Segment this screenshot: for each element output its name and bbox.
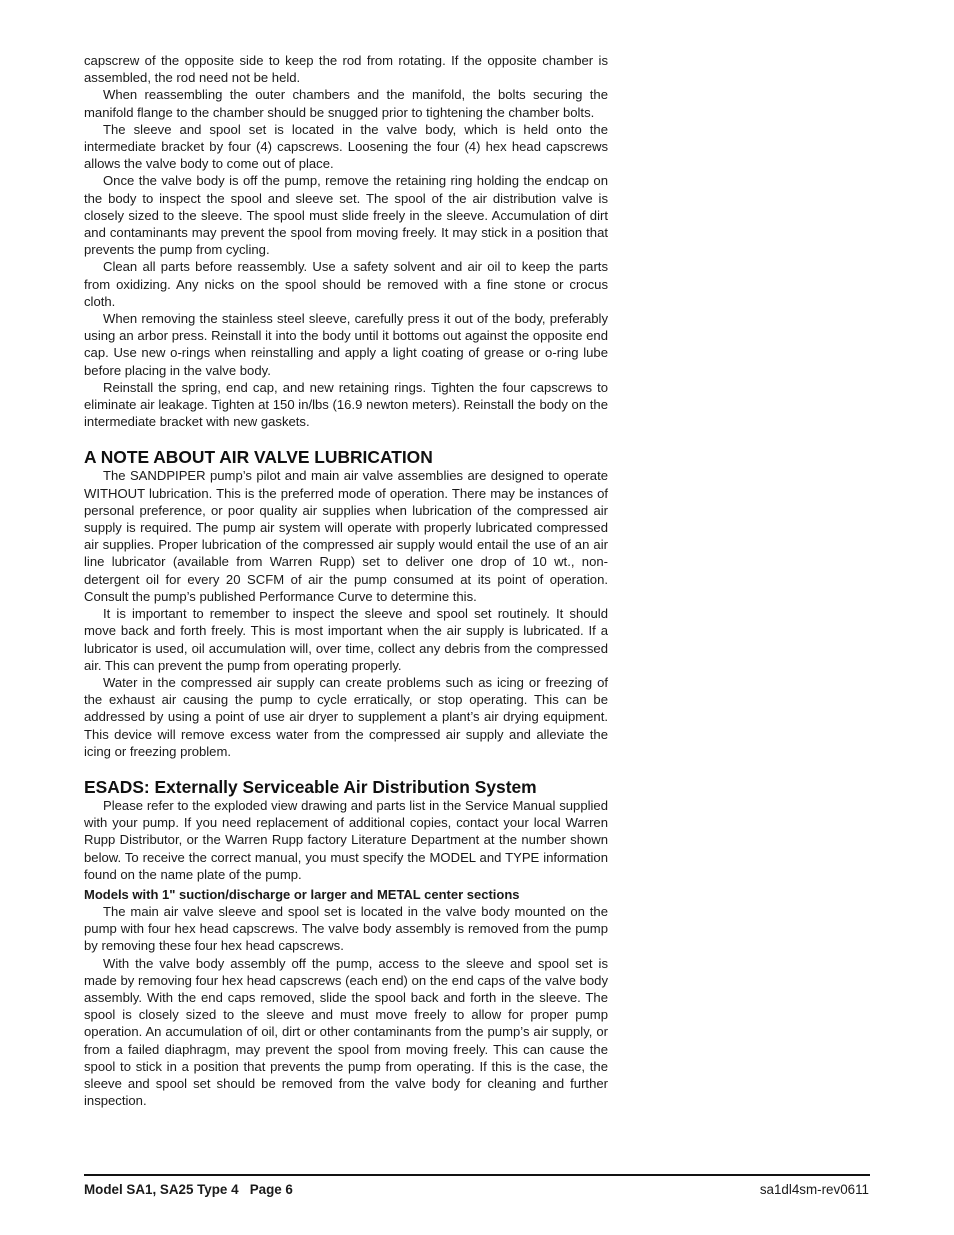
lubrication-paragraph: It is important to remember to inspect the sleeve and spool set routinely. It should move back and forth freely. This is most important when the air supply is lubricated. If a lubricator is used, oil accumulation will, over time, collect any debris from the compressed air. This can prevent the pump from operating properly.	[84, 606, 608, 673]
lubrication-paragraph: The SANDPIPER pump’s pilot and main air valve assemblies are designed to operate WITHOUT lubrication. This is the preferred mode of operation. There may be instances of personal preference, or poor quality air supplies when lubrication of the compressed air supply is required. The pump air system will operate with properly lubricated compressed air supplies. Proper lubrication of the compressed air supply would entail the use of an air line lubricator (available from Warren Rupp) set to deliver one drop of 10 wt., non-detergent oil for every 20 SCFM of air the pump consumed at its point of operation. Consult the pump’s published Performance Curve to determine this.	[84, 468, 608, 604]
intro-paragraph: When reassembling the outer chambers and the manifold, the bolts securing the manifold flange to the chamber should be snugged prior to tightening the chamber bolts.	[84, 87, 608, 120]
footer-doc-id: sa1dl4sm-rev0611	[759, 1182, 869, 1197]
intro-paragraph: capscrew of the opposite side to keep the rod from rotating. If the opposite chamber is assembled, the rod need not be held.	[84, 53, 608, 86]
intro-paragraph: Reinstall the spring, end cap, and new retaining rings. Tighten the four capscrews to eliminate air leakage. Tighten at 150 in/lbs (16.9 newton meters). Reinstall the body on the intermediate bracket with new gaskets.	[84, 379, 608, 430]
intro-paragraph: Clean all parts before reassembly. Use a safety solvent and air oil to keep the parts from oxidizing. Any nicks on the spool should be removed with a fine stone or crocus cloth.	[84, 259, 608, 309]
main-column	[84, 52, 608, 1109]
lubrication-paragraph: Water in the compressed air supply can create problems such as icing or freezing of the exhaust air causing the pump to cycle erratically, or stop operating. This can be addressed by using a point of use air dryer to supplement a plant’s air drying equipment. This device will remove excess water from the compressed air supply and alleviate the icing or freezing problem.	[84, 674, 608, 759]
esads-sub-paragraph: The main air valve sleeve and spool set is located in the valve body mounted on the pump with four hex head capscrews. The valve body assembly is removed from the pump by removing these four hex head capscrews.	[84, 903, 608, 954]
esads-sub-paragraph: With the valve body assembly off the pump, access to the sleeve and spool set is made by removing four hex head capscrews (each end) on the end caps of the valve body assembly. With the end caps removed, slide the spool back and forth in the sleeve. The spool is closely sized to the sleeve and must move freely to allow for proper pump operation. An accumulation of oil, dirt or other contaminants from the pump’s air supply, or from a failed diaphragm, may prevent the spool from moving freely. This can cause the spool to stick in a position that prevents the pump from operating. If this is the case, the sleeve and spool set should be removed from the valve body for cleaning and further inspection.	[84, 955, 608, 1109]
intro-paragraph: Once the valve body is off the pump, remove the retaining ring holding the endcap on the body to inspect the spool and sleeve set. The spool of the air distribution valve is closely sized to the sleeve. The spool must slide freely in the sleeve. Accumulation of dirt and contaminants may prevent the spool from moving freely. It may stick in a position that prevents the pump from cycling.	[84, 173, 608, 258]
footer-divider	[84, 1174, 870, 1176]
metal-models-subheading: Models with 1" suction/discharge or larger and METAL center sections	[84, 886, 520, 902]
esads-heading: ESADS: Externally Serviceable Air Distribution System	[84, 776, 537, 797]
esads-paragraph: Please refer to the exploded view drawing and parts list in the Service Manual supplied with your pump. If you need replacement of additional copies, contact your local Warren Rupp Distributor, or the Warren Rupp factory Literature Department at the number shown below. To receive the correct manual, you must specify the MODEL and TYPE information found on the name plate of the pump.	[84, 797, 608, 882]
intro-paragraph: The sleeve and spool set is located in the valve body, which is held onto the intermediate bracket by four (4) capscrews. Loosening the four (4) hex head capscrews allows the valve body to come out of place.	[84, 121, 608, 172]
lubrication-heading: A NOTE ABOUT AIR VALVE LUBRICATION	[84, 447, 433, 468]
footer-model-page: Model SA1, SA25 Type 4 Page 6	[84, 1182, 293, 1197]
intro-paragraph: When removing the stainless steel sleeve, carefully press it out of the body, preferably using an arbor press. Reinstall it into the body until it bottoms out against the opposite end cap. Use new o-rings when reinstalling and apply a light coating of grease or o-ring lube before placing in the valve body.	[84, 311, 608, 378]
